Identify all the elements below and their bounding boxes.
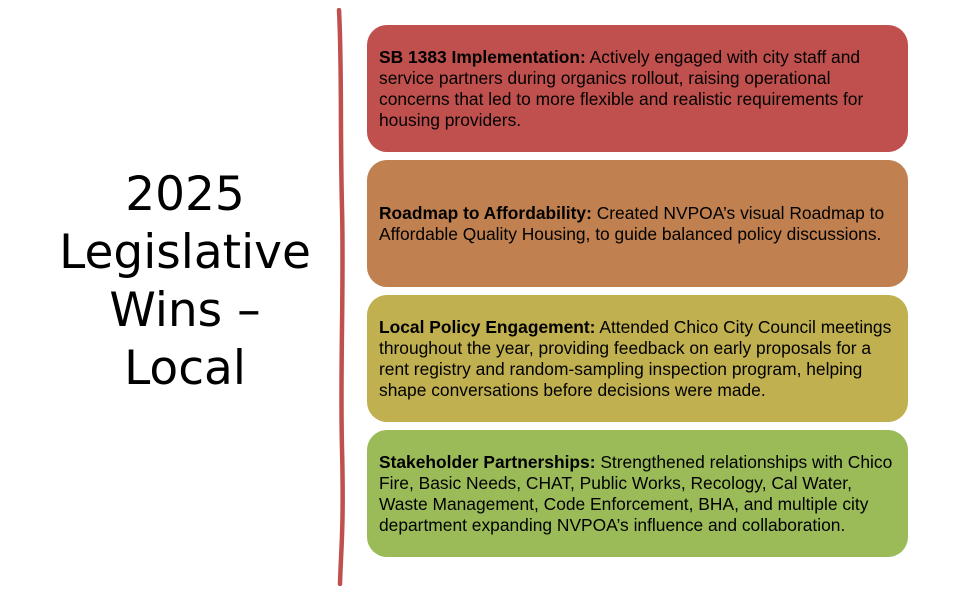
card-heading: Stakeholder Partnerships: xyxy=(379,451,596,472)
card-heading: SB 1383 Implementation: xyxy=(379,46,586,67)
title-line: Local xyxy=(124,341,246,396)
card-stakeholder xyxy=(367,430,908,557)
title-line: Legislative xyxy=(59,225,311,280)
card-body: Strengthened relationships with Chico Fire, Basic Needs, CHAT, Public Works, Recology, Cal Water, Waste Management, Code Enforcement, BHA, and multiple city department expanding NVPOA’s influence and collaboration. xyxy=(379,451,893,535)
card-roadmap xyxy=(367,160,908,287)
card-body: Actively engaged with city staff and service partners during organics rollout, raising operational concerns that led to more flexible and realistic requirements for housing providers. xyxy=(379,46,864,130)
title-line: 2025 xyxy=(125,167,245,222)
card-text xyxy=(379,47,894,131)
card-body: Created NVPOA’s visual Roadmap to Affordable Quality Housing, to guide balanced policy discussions. xyxy=(379,202,885,244)
card-text xyxy=(379,203,894,245)
slide-title xyxy=(30,166,340,398)
card-text xyxy=(379,452,894,536)
card-body: Attended Chico City Council meetings throughout the year, providing feedback on early proposals for a rent registry and random-sampling inspection program, helping shape conversations before decisions were made. xyxy=(379,316,892,400)
card-heading: Local Policy Engagement: xyxy=(379,316,596,337)
title-line: Wins – xyxy=(109,283,261,338)
card-local-policy xyxy=(367,295,908,422)
vertical-divider xyxy=(334,8,348,586)
card-heading: Roadmap to Affordability: xyxy=(379,202,592,223)
card-text xyxy=(379,317,894,401)
card-sb1383 xyxy=(367,25,908,152)
